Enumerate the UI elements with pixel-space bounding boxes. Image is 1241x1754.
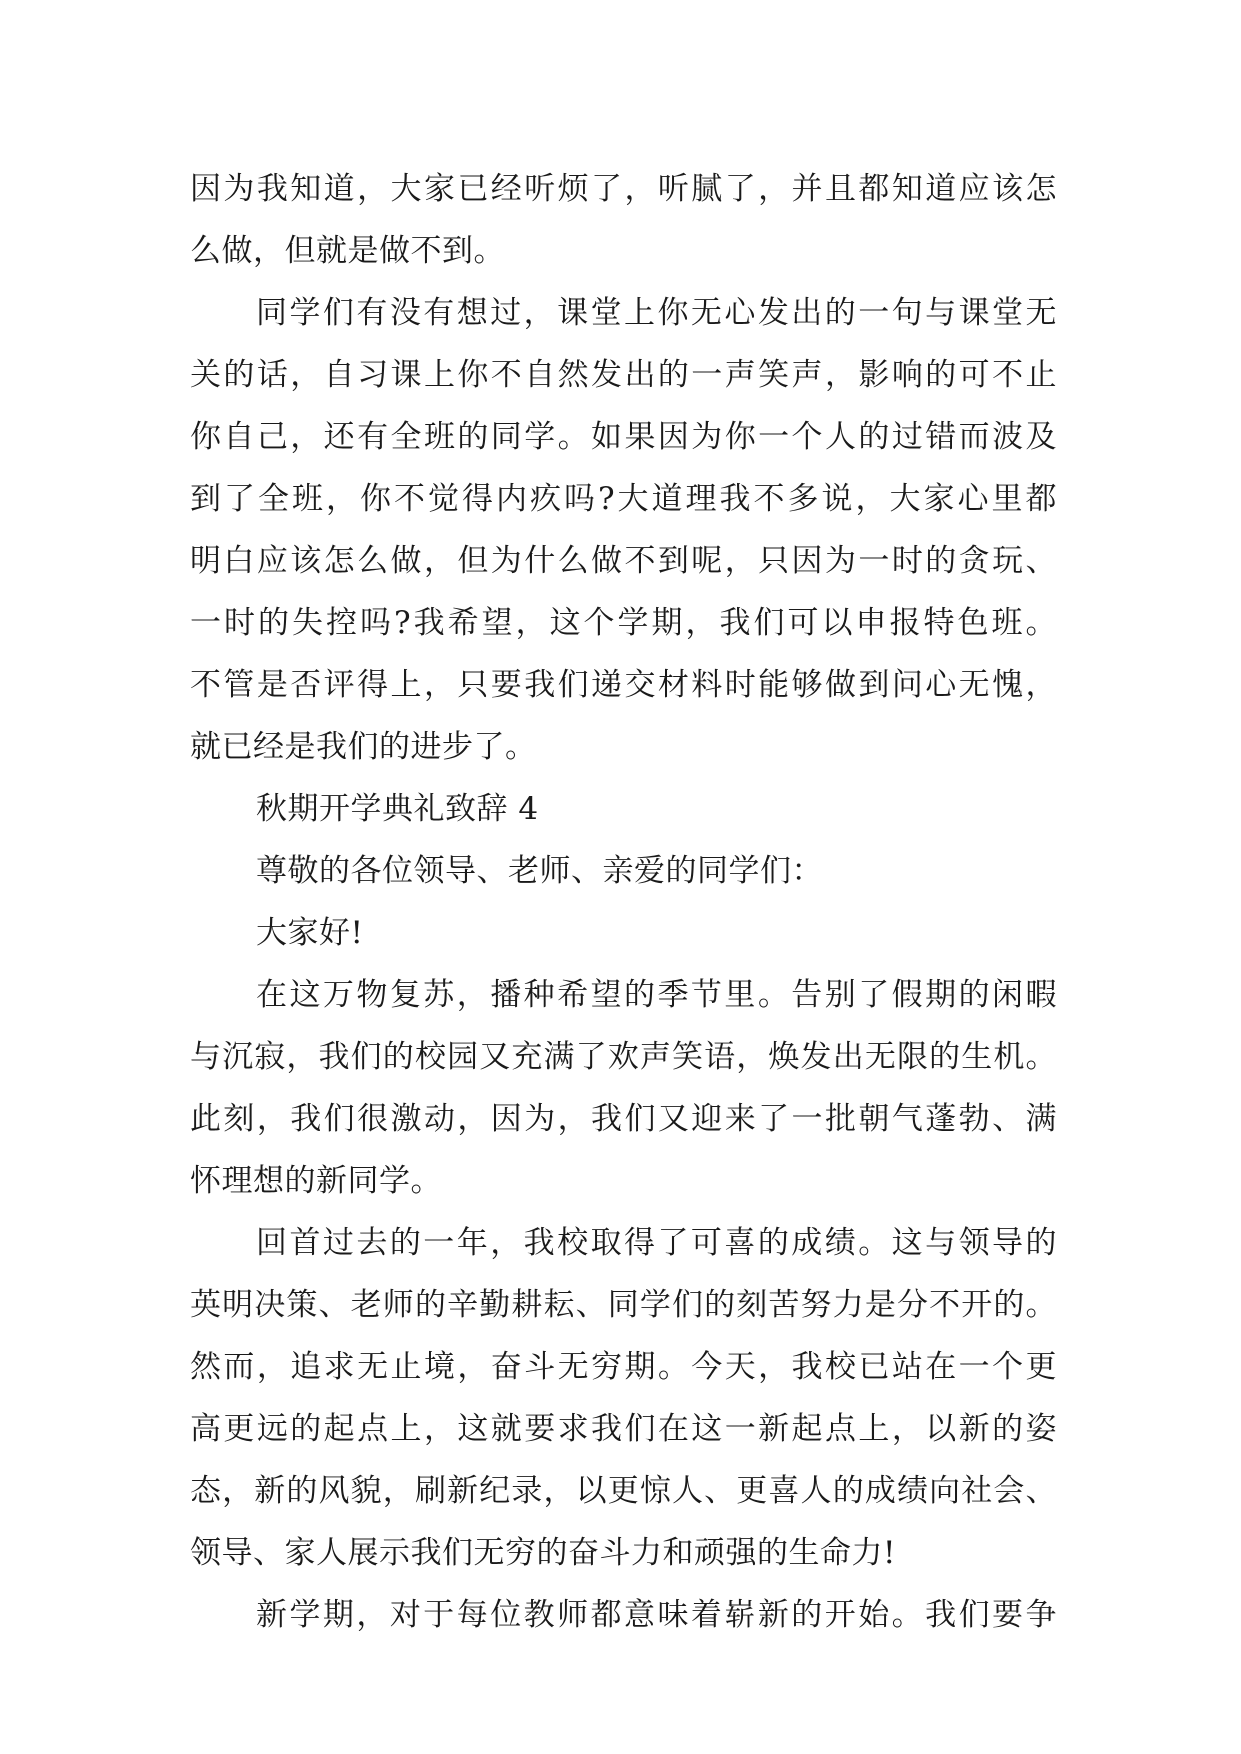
text-line: 秋期开学典礼致辞 4 [256, 791, 539, 827]
text-line: 领导、家人展示我们无穷的奋斗力和顽强的生命力! [190, 1535, 896, 1571]
text-line: 大家好! [256, 915, 364, 951]
text-line: 明白应该怎么做，但为什么做不到呢，只因为一时的贪玩、 [190, 543, 1057, 579]
text-line: 关的话，自习课上你不自然发出的一声笑声，影响的可不止 [190, 357, 1057, 393]
text-line: 到了全班，你不觉得内疚吗?大道理我不多说，大家心里都 [190, 481, 1057, 517]
text-line: 高更远的起点上，这就要求我们在这一新起点上，以新的姿 [190, 1411, 1057, 1447]
text-line: 然而，追求无止境，奋斗无穷期。今天，我校已站在一个更 [190, 1349, 1057, 1385]
text-line: 么做，但就是做不到。 [190, 233, 505, 269]
text-line: 尊敬的各位领导、老师、亲爱的同学们： [256, 853, 823, 889]
text-line: 与沉寂，我们的校园又充满了欢声笑语，焕发出无限的生机。 [190, 1039, 1057, 1075]
text-line: 在这万物复苏，播种希望的季节里。告别了假期的闲暇 [256, 977, 1057, 1013]
text-line: 怀理想的新同学。 [190, 1163, 442, 1199]
text-line: 就已经是我们的进步了。 [190, 729, 537, 765]
text-line: 一时的失控吗?我希望，这个学期，我们可以申报特色班。 [190, 605, 1057, 641]
text-line: 你自己，还有全班的同学。如果因为你一个人的过错而波及 [190, 419, 1057, 455]
text-line: 英明决策、老师的辛勤耕耘、同学们的刻苦努力是分不开的。 [190, 1287, 1057, 1323]
document-page [190, 158, 1057, 1646]
text-line: 同学们有没有想过，课堂上你无心发出的一句与课堂无 [256, 295, 1057, 331]
text-line: 态，新的风貌，刷新纪录，以更惊人、更喜人的成绩向社会、 [190, 1473, 1057, 1509]
text-line: 新学期，对于每位教师都意味着崭新的开始。我们要争 [256, 1597, 1057, 1633]
text-line: 因为我知道，大家已经听烦了，听腻了，并且都知道应该怎 [190, 171, 1057, 207]
text-line: 此刻，我们很激动，因为，我们又迎来了一批朝气蓬勃、满 [190, 1101, 1057, 1137]
text-line: 不管是否评得上，只要我们递交材料时能够做到问心无愧， [190, 667, 1057, 703]
text-line: 回首过去的一年，我校取得了可喜的成绩。这与领导的 [256, 1225, 1057, 1261]
